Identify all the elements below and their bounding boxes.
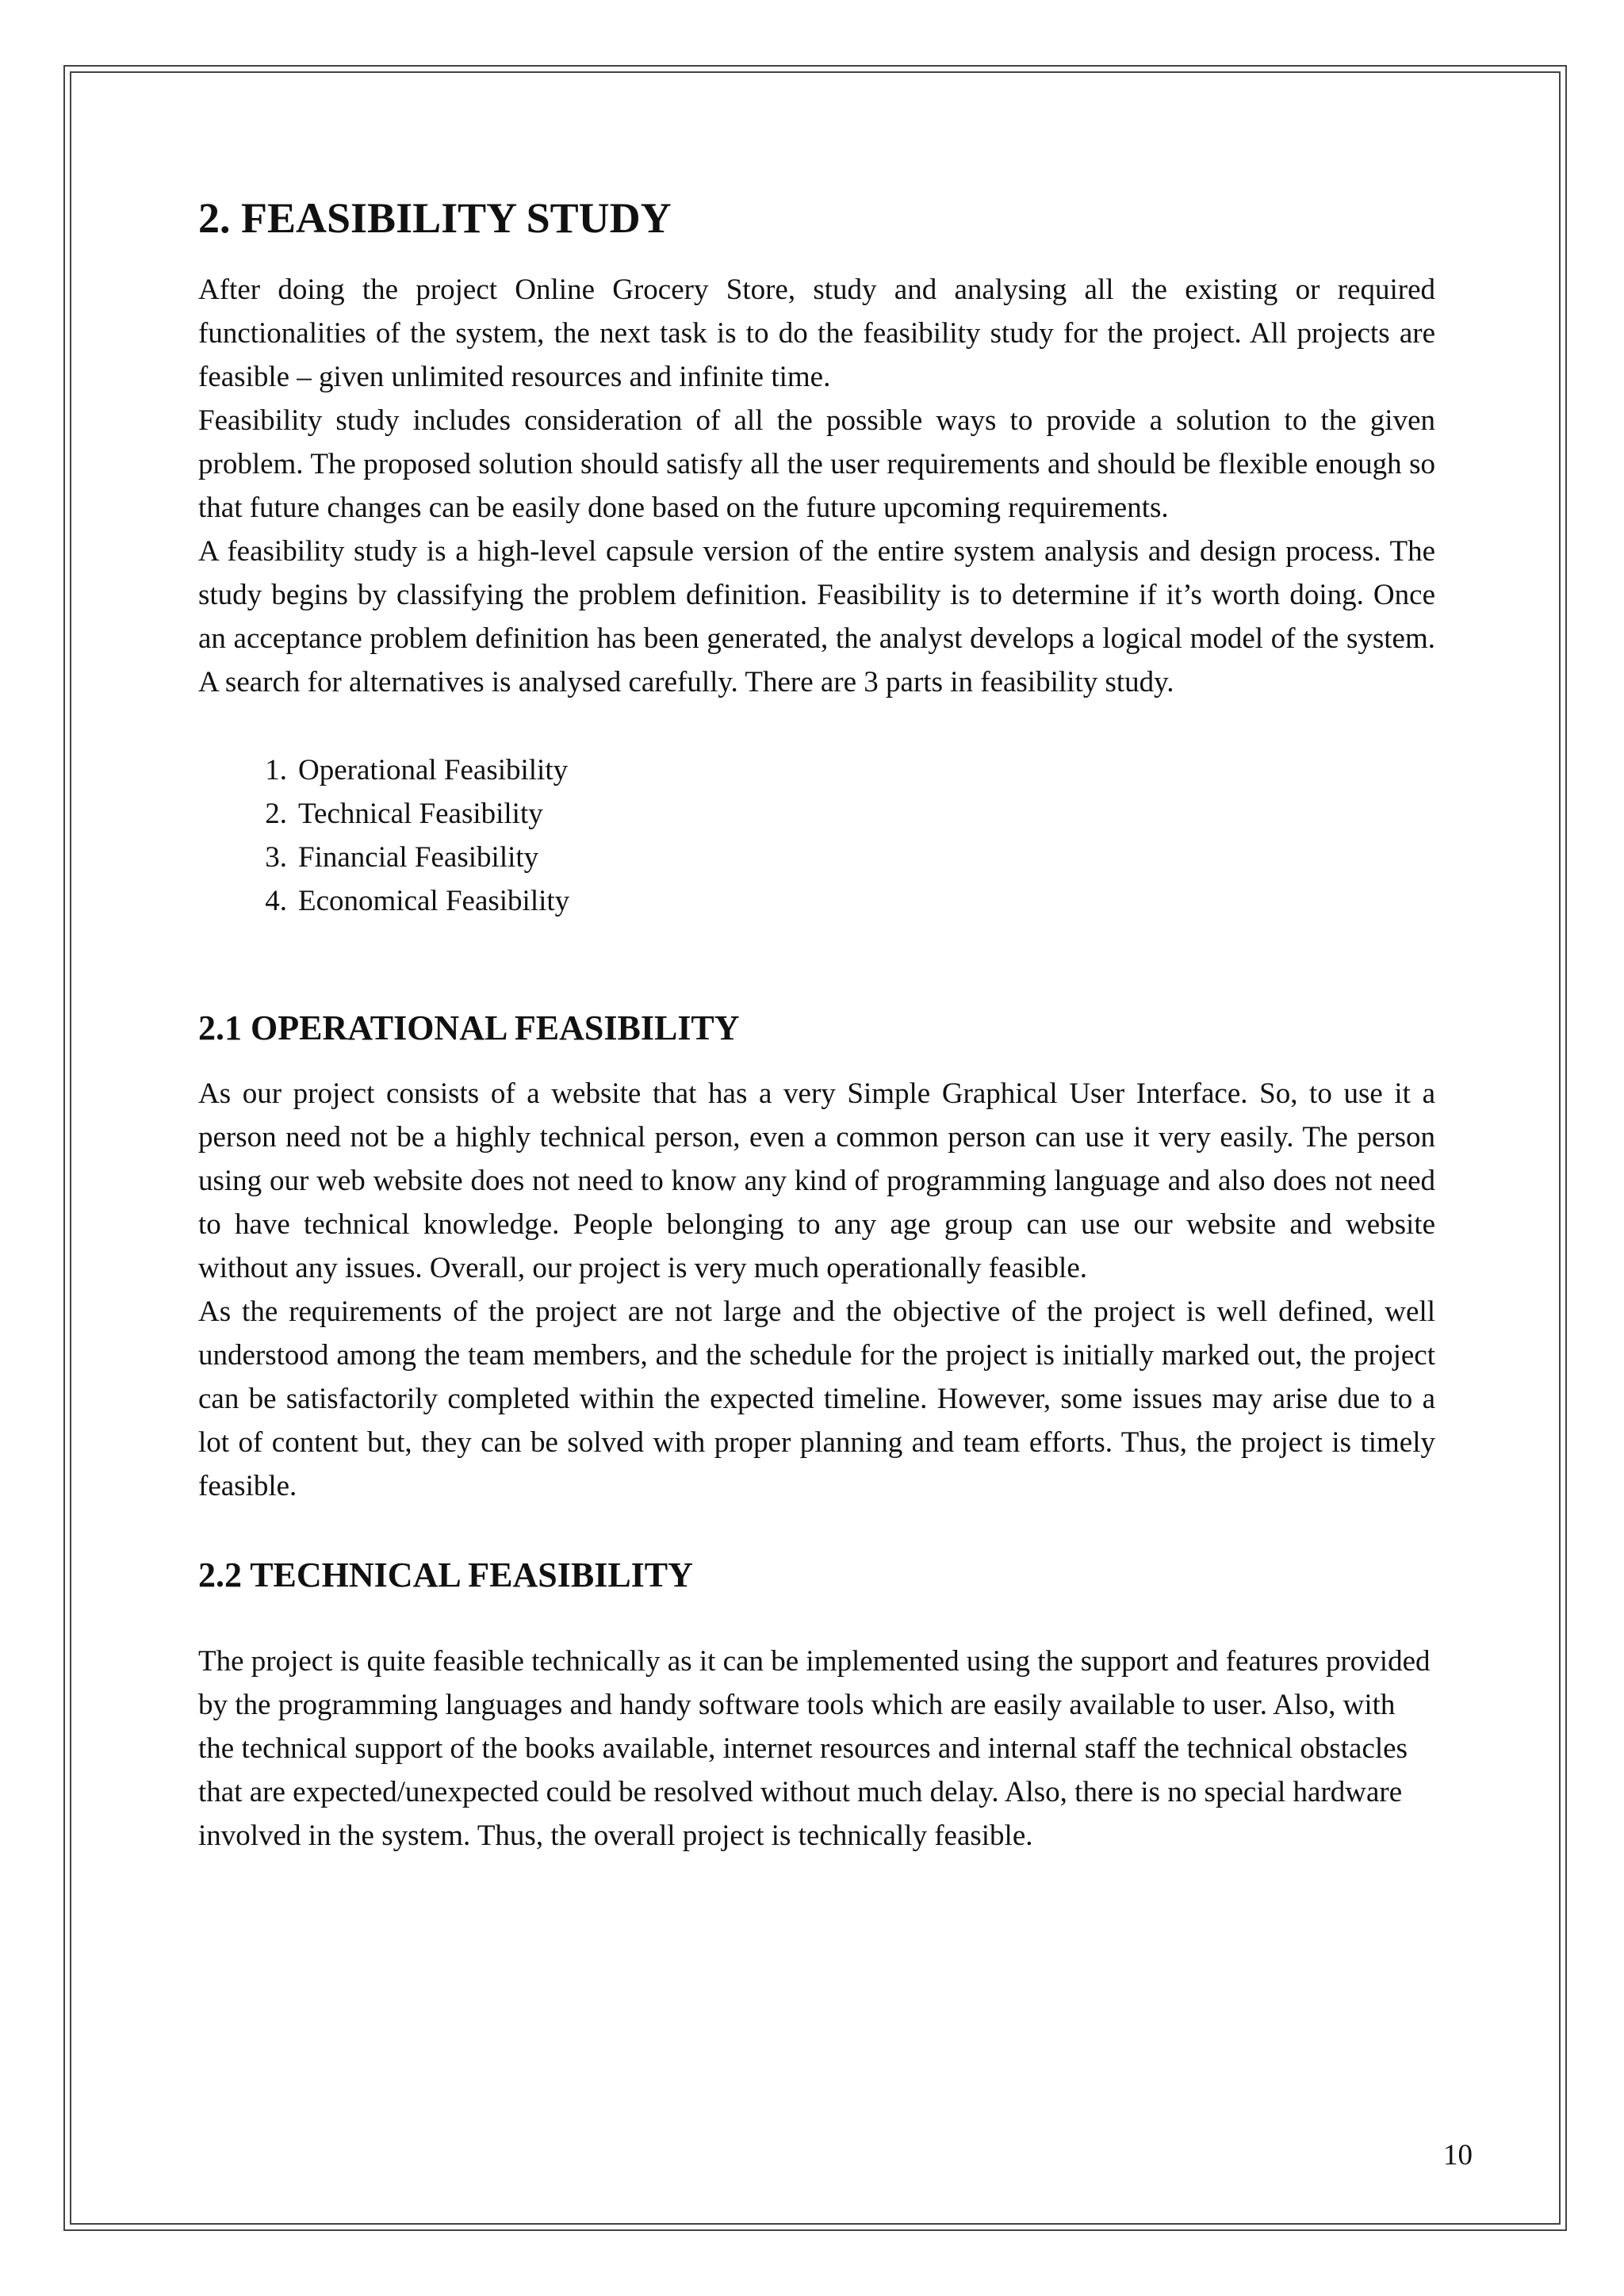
list-item-label: Operational Feasibility — [298, 754, 569, 786]
list-item — [198, 836, 1435, 879]
technical-paragraph-1: The project is quite feasible technically as it can be implemented using the support and features provided by the programming languages and handy software tools which are easily available to user. Also, with the technical support of the books available, internet resources and internal staff the technical obstacles that are expected/unexpected could be resolved without much delay. Also, there is no special hardware involved in the system. Thus, the overall project is technically feasible. — [198, 1645, 1431, 1852]
intro-paragraph-3: A feasibility study is a high-level capsule version of the entire system analysis and design process. The study begins by classifying the problem definition. Feasibility is to determine if it’s worth doing. Once an acceptance problem definition has been generated, the analyst develops a logical model of the system. A search for alternatives is analysed carefully. There are 3 parts in feasibility study. — [198, 535, 1435, 698]
list-item-number: 4. — [265, 885, 287, 917]
intro-paragraph-1: After doing the project Online Grocery Store, study and analysing all the existing or required functionalities of the system, the next task is to do the feasibility study for the project. All projects are feasible – given unlimited resources and infinite time. — [198, 274, 1435, 393]
list-item-label: Financial Feasibility — [298, 841, 539, 874]
operational-paragraph-1: As our project consists of a website that has a very Simple Graphical User Interface. So, to use it a person need not be a highly technical person, even a common person can use it very easily. The person using our web website does not need to know any kind of programming language and also does not need to have technical knowledge. People belonging to any age group can use our website and website without any issues. Overall, our project is very much operationally feasible. — [198, 1077, 1435, 1284]
list-item — [198, 748, 1435, 792]
page-title: 2. FEASIBILITY STUDY — [198, 194, 672, 242]
list-item-number: 3. — [265, 841, 287, 874]
section-heading-technical: 2.2 TECHNICAL FEASIBILITY — [198, 1556, 693, 1594]
list-item-number: 1. — [265, 754, 287, 786]
operational-paragraph-2: As the requirements of the project are not large and the objective of the project is well defined, well understood among the team members, and the schedule for the project is initially marked out, the project can be satisfactorily completed within the expected timeline. However, some issues may arise due to a lot of content but, they can be solved with proper planning and team efforts. Thus, the project is timely feasible. — [198, 1295, 1435, 1502]
list-item — [198, 879, 1435, 923]
document-body — [198, 190, 1435, 1858]
page-number: 10 — [1443, 2139, 1473, 2172]
list-item-label: Technical Feasibility — [298, 798, 543, 830]
feasibility-types-list — [198, 748, 1435, 923]
intro-paragraph-2: Feasibility study includes consideration of all the possible ways to provide a solution to the given problem. The proposed solution should satisfy all the user requirements and should be flexible enough so that future changes can be easily done based on the future upcoming requirements. — [198, 404, 1435, 524]
list-item-label: Economical Feasibility — [298, 885, 570, 917]
list-item-number: 2. — [265, 798, 287, 830]
section-heading-operational: 2.1 OPERATIONAL FEASIBILITY — [198, 1008, 740, 1047]
list-item — [198, 792, 1435, 836]
